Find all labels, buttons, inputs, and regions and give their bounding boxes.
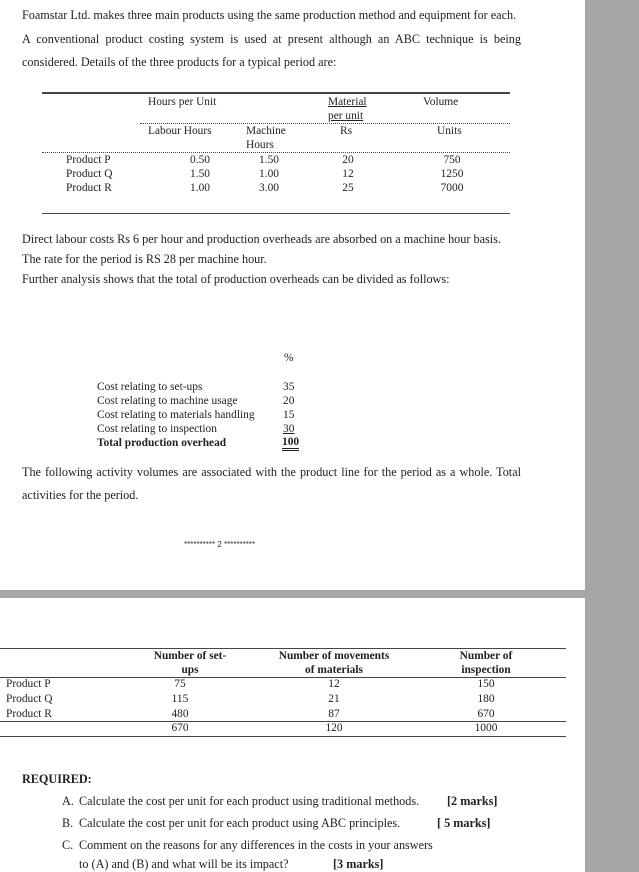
para3-line-1: The following activity volumes are associated with the product line for the period as a whole. Total (22, 465, 521, 479)
table2-row-movements: 21 (328, 693, 340, 705)
required-heading: REQUIRED: (22, 772, 92, 786)
required-c-letter: C. (62, 838, 74, 852)
overhead-total-label: Total production overhead (97, 437, 227, 449)
overhead-row-value: 35 (283, 381, 295, 393)
table1-header-rs: Rs (340, 125, 353, 137)
table1-row-material: 12 (342, 168, 354, 180)
table1-row-product: Product Q (66, 168, 113, 180)
para3-line-2: activities for the period. (22, 488, 139, 502)
table1-header-labour: Labour Hours (148, 125, 212, 137)
table2-row-setups: 115 (171, 693, 189, 705)
required-b-letter: B. (62, 816, 74, 830)
table2-header-setups-1: Number of set- (153, 650, 227, 662)
table1-row-product: Product P (66, 154, 111, 166)
table2-row-product: Product P (6, 678, 51, 690)
table2-row-inspection: 180 (477, 693, 495, 705)
table1-mid-rule (140, 123, 510, 124)
table1-row-machine: 3.00 (259, 182, 279, 194)
overhead-row-label: Cost relating to set-ups (97, 381, 203, 393)
page-2 (0, 598, 585, 872)
table2-header-setups-2: ups (181, 664, 199, 676)
table1-row-labour: 1.50 (190, 168, 210, 180)
table2-row-movements: 12 (328, 678, 340, 690)
table1-top-rule (42, 92, 510, 94)
overhead-row-label: Cost relating to materials handling (97, 409, 255, 421)
table1-header-machine-1: Machine (246, 125, 286, 137)
para2-line-3: Further analysis shows that the total of production overheads can be divided as follows: (22, 272, 450, 286)
required-c-marks: [3 marks] (333, 857, 384, 871)
required-a-marks: [2 marks] (447, 794, 498, 808)
table2-header-inspection-1: Number of (459, 650, 513, 662)
table2-row-setups: 75 (174, 678, 186, 690)
overhead-total-value: 100 (282, 437, 299, 451)
table2-row-product: Product Q (6, 693, 53, 705)
table1-header-material-2: per unit (328, 110, 364, 122)
overhead-row-value: 20 (283, 395, 295, 407)
overhead-pct-header: % (284, 352, 294, 364)
required-a-letter: A. (62, 794, 74, 808)
table2-total-inspection: 1000 (474, 722, 498, 734)
table1-row-material: 25 (342, 182, 354, 194)
table1-bottom-rule (42, 213, 510, 214)
table1-row-volume: 750 (443, 154, 461, 166)
para2-line-1: Direct labour costs Rs 6 per hour and production overheads are absorbed on a machine hour basis. (22, 232, 501, 246)
table1-row-machine: 1.50 (259, 154, 279, 166)
table2-total-setups: 670 (171, 722, 189, 734)
intro-line-1: Foamstar Ltd. makes three main products using the same production method and equipment for each. (22, 8, 517, 22)
table2-top-rule (0, 648, 566, 649)
overhead-row-label: Cost relating to inspection (97, 423, 217, 435)
table1-header-volume: Volume (423, 96, 459, 108)
table1-row-labour: 1.00 (190, 182, 210, 194)
required-b-marks: [ 5 marks] (437, 816, 491, 830)
table1-header-material-1: Material (328, 96, 367, 108)
table2-header-movements-1: Number of movements (278, 650, 390, 662)
table1-row-volume: 1250 (440, 168, 464, 180)
table2-row-inspection: 150 (477, 678, 495, 690)
overhead-row-value: 15 (283, 409, 295, 421)
table2-row-movements: 87 (328, 708, 340, 720)
table2-total-movements: 120 (325, 722, 343, 734)
table1-header-units: Units (437, 125, 462, 137)
page-number-marker: ********** 2 ********** (184, 540, 256, 549)
table2-row-setups: 480 (171, 708, 189, 720)
overhead-row-value: 30 (283, 423, 295, 435)
table2-row-product: Product R (6, 708, 52, 720)
para2-line-2: The rate for the period is RS 28 per machine hour. (22, 252, 267, 266)
table1-header-machine-2: Hours (246, 139, 274, 151)
intro-line-3: considered. Details of the three products for a typical period are: (22, 55, 337, 69)
table1-row-volume: 7000 (440, 182, 464, 194)
table2-row-inspection: 670 (477, 708, 495, 720)
required-c-text-1: Comment on the reasons for any differences in the costs in your answers (79, 838, 433, 852)
table1-row-product: Product R (66, 182, 112, 194)
table1-row-machine: 1.00 (259, 168, 279, 180)
table2-bottom-rule (0, 736, 566, 737)
table2-header-inspection-2: inspection (461, 664, 511, 676)
table1-row-labour: 0.50 (190, 154, 210, 166)
required-a-text: Calculate the cost per unit for each product using traditional methods. (79, 794, 420, 808)
intro-line-2: A conventional product costing system is used at present although an ABC technique is being (22, 32, 521, 46)
overhead-row-label: Cost relating to machine usage (97, 395, 238, 407)
required-b-text: Calculate the cost per unit for each product using ABC principles. (79, 816, 401, 830)
table2-header-movements-2: of materials (305, 664, 363, 676)
table1-header-rule (42, 152, 510, 153)
table1-header-hours-per-unit: Hours per Unit (148, 96, 217, 108)
table1-row-material: 20 (342, 154, 354, 166)
required-c-text-2: to (A) and (B) and what will be its impact? (79, 857, 289, 871)
